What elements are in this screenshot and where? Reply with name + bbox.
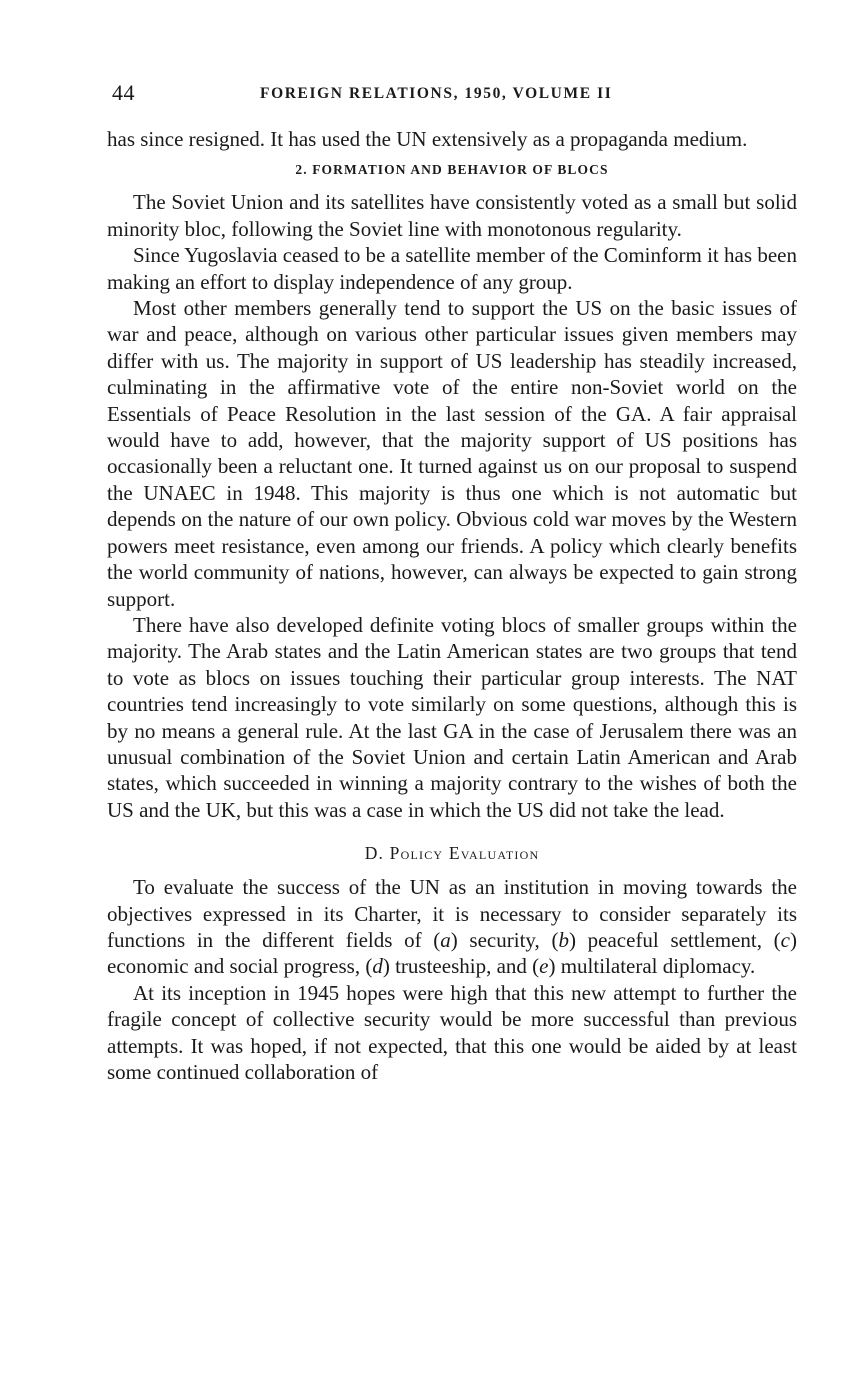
paragraph-evaluate [107,874,797,980]
paragraph-inception: At its inception in 1945 hopes were high that this new attempt to further the fragile concept of collective security would be more successful than previous attempts. It was hoped, if not expected, that this one would be aided by at least some continued collaboration of [107,980,797,1084]
paragraph-voting-blocs: There have also developed definite voting blocs of smaller groups within the majority. The Arab states and the Latin American states are two groups that tend to vote as blocs on issues touching their particular group interests. The NAT countries tend increasingly to vote similarly on some questions, although this is by no means a general rule. At the last GA in the case of Jerusalem there was an unusual combination of the Soviet Union and certain Latin American and Arab states, which succeeded in winning a majority contrary to the wishes of both the US and the UK, but this was a case in which the US did not take the lead. [107,612,797,822]
page-number: 44 [112,80,135,105]
subsection-heading: D. Policy Evaluation [364,843,540,864]
section-heading: 2. FORMATION AND BEHAVIOR OF BLOCS [295,162,609,178]
paragraph-yugoslavia: Since Yugoslavia ceased to be a satellite member of the Cominform it has been making an effort to display independence of any group. [107,243,797,294]
paragraph-continuation: has since resigned. It has used the UN extensively as a propaganda medium. [107,127,748,151]
paragraph-majority: Most other members generally tend to support the US on the basic issues of war and peace, although on various other particular issues given members may differ with us. The majority in support of US leadership has steadily increased, culminating in the affirmative vote of the entire non-Soviet world on the Essentials of Peace Resolution in the last session of the GA. A fair appraisal would have to add, however, that the majority support of US positions has occasionally been a reluctant one. It turned against us on our proposal to suspend the UNAEC in 1948. This majority is thus one which is not automatic but depends on the nature of our own policy. Obvious cold war moves by the Western powers meet resistance, even among our friends. A policy which clearly benefits the world community of nations, however, can always be expected to gain strong support. [107,296,797,611]
evaluate-text-5: ) multilateral diplomacy. [548,954,756,979]
enum-e: e [539,954,549,979]
evaluate-text-3: ) economic and social progress, ( [107,927,797,979]
page-header [112,80,802,110]
evaluate-text-4: ) trusteeship, and ( [382,954,540,979]
enum-d: d [372,954,383,979]
enum-b: b [558,927,569,952]
enum-a: a [440,927,451,952]
evaluate-text-1: ) security, ( [450,927,559,952]
paragraph-soviet-bloc: The Soviet Union and its satellites have consistently voted as a small but solid minority bloc, following the Soviet line with monotonous regularity. [107,190,797,241]
evaluate-text-2: ) peaceful settlement, ( [568,927,781,952]
page-body [107,126,797,1085]
running-title: FOREIGN RELATIONS, 1950, VOLUME II [260,85,613,102]
enum-c: c [780,927,790,952]
evaluate-text-lead: To evaluate the success of the UN as an institution in moving towards the objectives expressed in its Charter, it is necessary to consider separately its functions in the different fields of ( [107,875,797,952]
